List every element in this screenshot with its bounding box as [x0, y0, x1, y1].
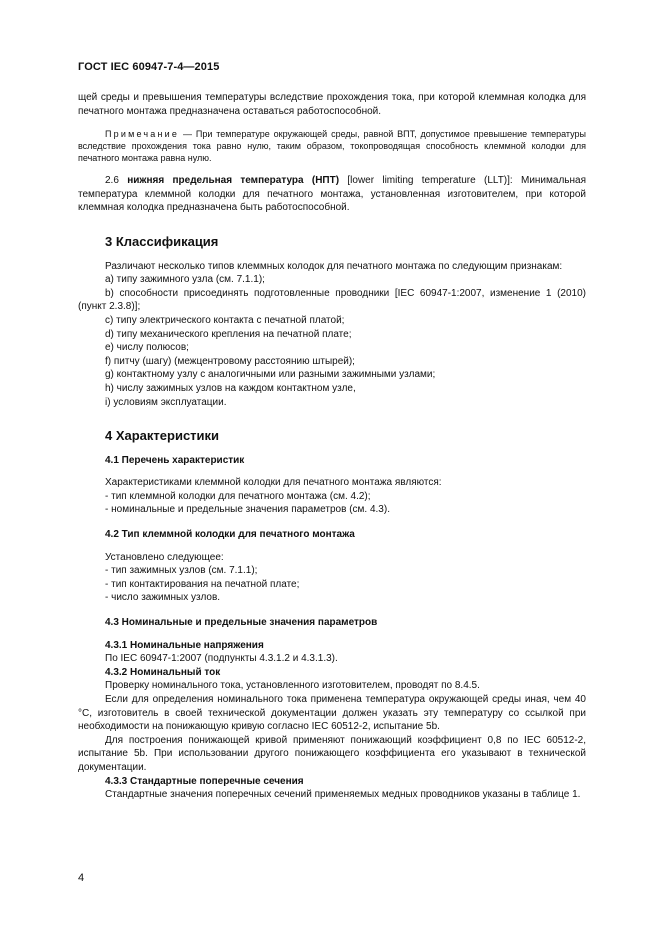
- definition-text: [lower limiting temperature (LLT)]: Минимальная температура клеммной колодки для печатного монтажа, установленная изготовителем, при которой клеммная колодка предназначена быть работоспособной.: [78, 175, 586, 214]
- section-4-heading: 4 Характеристики: [105, 428, 220, 444]
- section-4-3-2-heading: 4.3.2 Номинальный ток: [105, 666, 221, 678]
- section-4-3-3-text: Стандартные значения поперечных сечений применяемых медных проводников указаны в таблице 1.: [105, 789, 581, 801]
- section-3-heading: 3 Классификация: [105, 233, 219, 249]
- section-4-3-heading: 4.3 Номинальные и предельные значения параметров: [105, 617, 378, 629]
- section-4-3-2-paragraph: Для построения понижающей кривой применяют понижающий коэффициент 0,8 по IEC 60512-2, испытание 5b. При использовании другого понижающего коэффициента его указывают в технической документации.: [78, 734, 586, 773]
- list-item: d) типу механического крепления на печатной плате;: [105, 328, 352, 340]
- section-4-2-intro: Установлено следующее:: [105, 551, 224, 563]
- section-4-3-2-paragraph: Проверку номинального тока, установленного изготовителем, проводят по 8.4.5.: [105, 680, 480, 692]
- list-item: g) контактному узлу с аналогичными или разными зажимными узлами;: [105, 369, 436, 381]
- list-item: i) условиям эксплуатации.: [105, 396, 227, 408]
- list-item: - номинальные и предельные значения параметров (см. 4.3).: [105, 504, 390, 516]
- list-item: f) питчу (шагу) (межцентровому расстоянию штырей);: [105, 355, 355, 367]
- note-paragraph: [78, 128, 586, 164]
- list-item: h) числу зажимных узлов на каждом контактном узле,: [105, 382, 356, 394]
- section-4-3-2-paragraph: Если для определения номинального тока применена температура окружающей среды иная, чем 40 °С, изготовитель в своей технической документации должен указать эту температуру со ссылкой при необходимости на понижающую кривую согласно IEC 60512-2, испытание 5b.: [78, 694, 586, 733]
- list-item: c) типу электрического контакта с печатной платой;: [105, 314, 345, 326]
- definition-term: нижняя предельная температура (НПТ): [127, 175, 340, 187]
- section-4-3-1-heading: 4.3.1 Номинальные напряжения: [105, 639, 264, 651]
- section-4-3-3-heading: 4.3.3 Стандартные поперечные сечения: [105, 775, 304, 787]
- document-header: ГОСТ IEC 60947-7-4—2015: [78, 61, 220, 73]
- section-4-1-intro: Характеристиками клеммной колодки для печатного монтажа являются:: [105, 477, 442, 489]
- section-4-2-heading: 4.2 Тип клеммной колодки для печатного монтажа: [105, 529, 355, 541]
- section-4-3-1-text: По IEC 60947-1:2007 (подпункты 4.3.1.2 и 4.3.1.3).: [105, 653, 338, 665]
- section-3-intro: Различают несколько типов клеммных колодок для печатного монтажа по следующим признакам:: [105, 260, 563, 272]
- list-item: - тип клеммной колодки для печатного монтажа (см. 4.2);: [105, 490, 371, 502]
- page-number: 4: [78, 872, 85, 884]
- list-item: - число зажимных узлов.: [105, 592, 221, 604]
- definition-2-6: [78, 174, 586, 215]
- list-item: b) способности присоединять подготовленные проводники [IEC 60947-1:2007, изменение 1 (2010) (пункт 2.3.8)];: [78, 287, 586, 313]
- list-item: - тип контактирования на печатной плате;: [105, 578, 300, 590]
- list-item: a) типу зажимного узла (см. 7.1.1);: [105, 274, 265, 286]
- list-item: - тип зажимных узлов (см. 7.1.1);: [105, 565, 258, 577]
- list-item: e) числу полюсов;: [105, 342, 189, 354]
- document-body: [78, 91, 586, 802]
- note-label: Примечание: [105, 129, 180, 140]
- continuation-paragraph: щей среды и превышения температуры вследствие прохождения тока, при которой клеммная колодка для печатного монтажа предназначена оставаться работоспособной.: [78, 92, 586, 117]
- section-4-1-heading: 4.1 Перечень характеристик: [105, 454, 245, 466]
- note-text: — При температуре окружающей среды, равной ВПТ, допустимое превышение температуры вследствие прохождения тока равно нулю, таким образом, токопроводящая способность клеммной колодки для печатного монтажа равна нулю.: [78, 129, 586, 164]
- definition-number: 2.6: [105, 175, 128, 187]
